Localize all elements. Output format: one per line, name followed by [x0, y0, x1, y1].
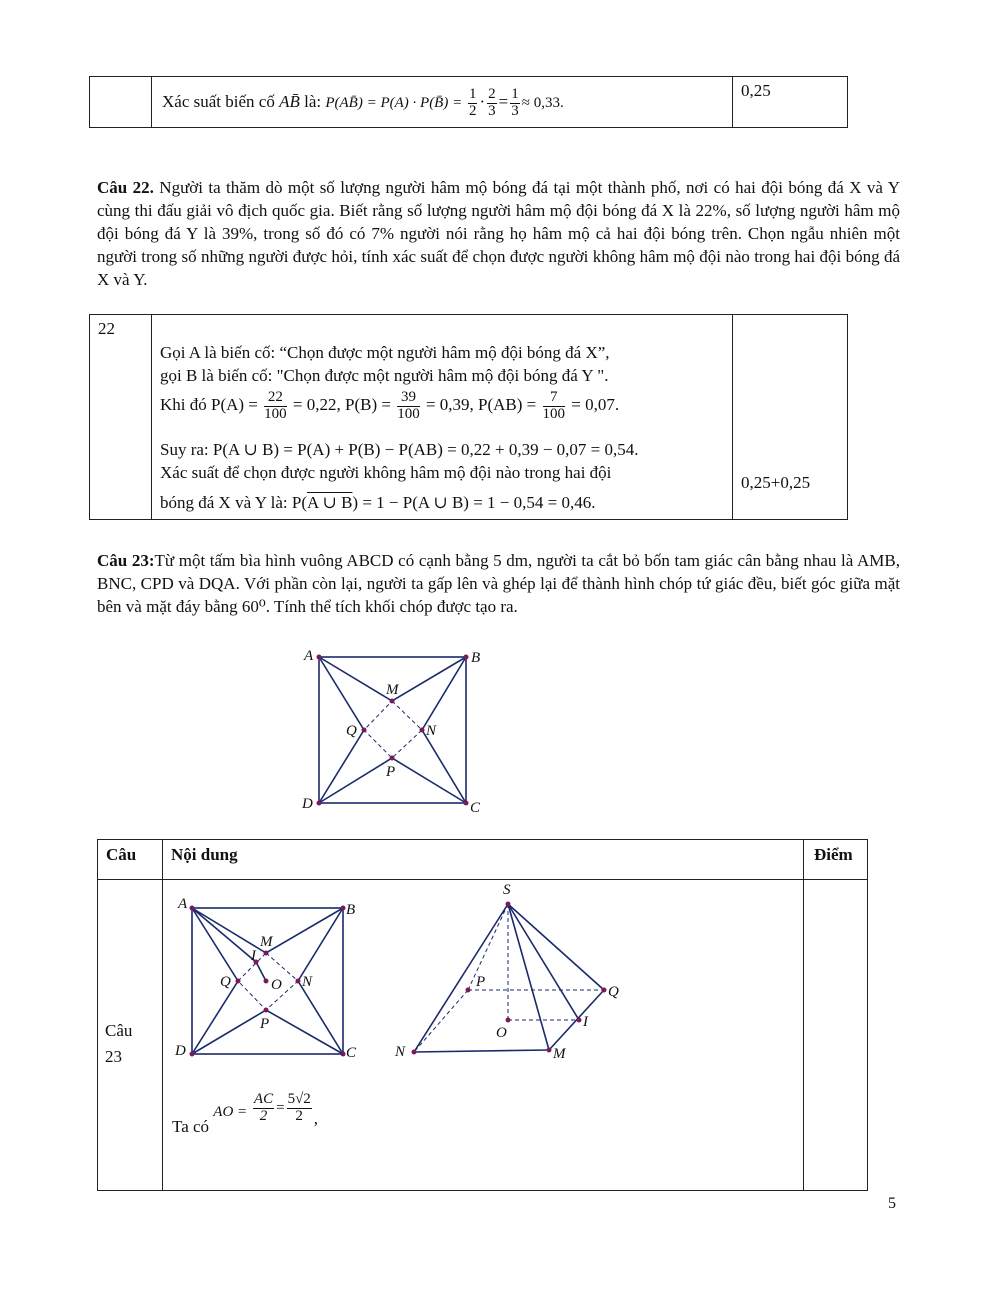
ao-comma: , [313, 1109, 319, 1129]
ao-lhs: AO = [213, 1104, 251, 1121]
fig1-label-n: N [426, 723, 437, 739]
fig3-label-i: I [583, 1014, 588, 1030]
top-approx: ≈ 0,33. [521, 95, 564, 112]
fig1-label-p: P [386, 764, 396, 780]
table23-header-diem: Điểm [804, 840, 868, 880]
fig1-triangle-dqa [319, 657, 364, 803]
fig2-label-c: C [346, 1045, 357, 1061]
fig2-label-q: Q [220, 974, 231, 990]
top-table-score-cell [733, 77, 848, 128]
fig3-label-o: O [496, 1025, 507, 1041]
table23-score-cell [804, 880, 868, 1191]
q22-label: Câu 22. [97, 178, 154, 197]
page-number: 5 [888, 1195, 896, 1212]
top-event: AB̄ [279, 92, 300, 112]
top-eq: = [498, 92, 509, 112]
top-formula: P(AB̄) = P(A) · P(B̄) = [325, 95, 466, 112]
fig3-edge-sq [508, 904, 604, 990]
ao-eq: = [276, 1100, 285, 1117]
fig3-label-p: P [476, 974, 486, 990]
sol22-num-cell [90, 315, 152, 520]
fig2-label-a: A [178, 896, 188, 912]
table23-header-noidung: Nội dung [163, 840, 804, 880]
ao-frac-2: $\frac{5√2}{2}$ [287, 1091, 311, 1124]
fig1-inner-square [364, 701, 422, 758]
fig3-label-n: N [395, 1044, 406, 1060]
fig1-label-d: D [302, 796, 313, 812]
fig3-label-q: Q [608, 984, 619, 1000]
top-table-num-cell [90, 77, 152, 128]
sol22-line-1: Gọi A là biến cố: “Chọn được một người hâm mộ đội bóng đá X”, [160, 343, 610, 362]
sol22-line-4: Suy ra: P(A ∪ B) = P(A) + P(B) − P(AB) = 0,22 + 0,39 − 0,07 = 0,54. [160, 440, 639, 459]
top-text: Xác suất biến cố [162, 92, 280, 112]
sol22-score: 0,25+0,25 [741, 473, 811, 492]
fig3-edge-nm [414, 1050, 549, 1052]
fig3-label-s: S [503, 882, 511, 898]
ao-formula [172, 1091, 319, 1137]
fig1-label-b: B [471, 650, 481, 666]
fig2-label-p: P [260, 1016, 270, 1032]
top-mid: là: [299, 92, 326, 112]
sol22-line-2: gọi B là biến cố: "Chọn được một người hâm mộ đội bóng đá Y ". [160, 366, 609, 385]
square-star-figure [290, 640, 500, 820]
question-22 [97, 176, 900, 291]
fig1-label-q: Q [346, 723, 357, 739]
top-dot: · [479, 92, 486, 112]
q23-text: Từ một tấm bìa hình vuông ABCD có cạnh bằng 5 dm, người ta cắt bỏ bốn tam giác cân bằng nhau là AMB, BNC, CPD và DQA. Với phần còn lại, người ta gấp lên và ghép lại để thành hình chóp tứ giác đều, biết góc giữa mặt bên và mặt đáy bằng 60⁰. Tính thể tích khối chóp được tạo ra. [97, 551, 900, 616]
question-23 [97, 549, 900, 618]
fig2-label-n: N [302, 974, 313, 990]
sol22-score-cell [733, 315, 848, 520]
sol22-num: 22 [98, 319, 115, 338]
q22-text: Người ta thăm dò một số lượng người hâm mộ bóng đá tại một thành phố, nơi có hai đội bóng đá X và Y cùng thi đấu giải vô địch quốc gia. Biết rằng số lượng người hâm mộ đội bóng đá X là 22%, số lượng người hâm mộ đội bóng đá Y là 39%, trong số đó có 7% người nói rằng họ hâm mộ cả hai đội bóng trên. Chọn ngẫu nhiên một người trong số những người được hỏi, tính xác suất để chọn được người không hâm mộ đội nào trong hai đội bóng đá X và Y. [97, 178, 901, 289]
fig2-label-b: B [346, 902, 356, 918]
fig1-square [319, 657, 466, 803]
top-frac-2: $\frac{2}{3}$ [488, 86, 496, 119]
fig1-label-m: M [386, 682, 399, 698]
table23-header-cau: Câu [98, 840, 163, 880]
fig1-label-a: A [304, 648, 314, 664]
fig1-label-c: C [470, 800, 481, 816]
fig2-label-o: O [271, 977, 282, 993]
top-score: 0,25 [741, 81, 771, 100]
fig2-line-io [256, 962, 266, 981]
fig3-edge-si [508, 904, 579, 1020]
q23-label: Câu 23: [97, 551, 155, 570]
fig2-label-m: M [260, 934, 273, 950]
fig3-edge-sn [414, 904, 508, 1052]
sol22-line-3: Khi đó P(A) = $\frac{22}{100}$ = 0,22, P(B) = $\frac{39}{100}$ = 0,39, P(AB) = $\frac{7}{100}$ = 0,07. [160, 389, 620, 422]
fig3-edge-pn [414, 990, 468, 1052]
top-frac-3: $\frac{1}{3}$ [511, 86, 519, 119]
fig3-label-m: M [553, 1046, 566, 1062]
fig2-label-d: D [175, 1043, 186, 1059]
ta-co-label: Ta có [172, 1117, 210, 1137]
fig3-edge-sm [508, 904, 549, 1050]
square-detail-figure [172, 892, 372, 1067]
pyramid-figure [392, 878, 632, 1068]
sol22-line-6: bóng đá X và Y là: P(A ∪ B) = 1 − P(A ∪ B) = 1 − 0,54 = 0,46. [160, 493, 596, 512]
top-frac-1: $\frac{1}{2}$ [468, 86, 477, 119]
fig2-label-i: I [251, 948, 256, 964]
top-table-content-cell [152, 77, 733, 128]
fig3-edge-sp [468, 904, 508, 990]
table23-row-label: Câu 23 [98, 880, 163, 1191]
fig2-line-ai [192, 908, 256, 962]
ao-frac-1: $\frac{AC}{2}$ [253, 1091, 274, 1124]
sol22-line-5: Xác suất để chọn được người không hâm mộ đội nào trong hai đội [160, 463, 612, 482]
top-table [89, 76, 848, 128]
